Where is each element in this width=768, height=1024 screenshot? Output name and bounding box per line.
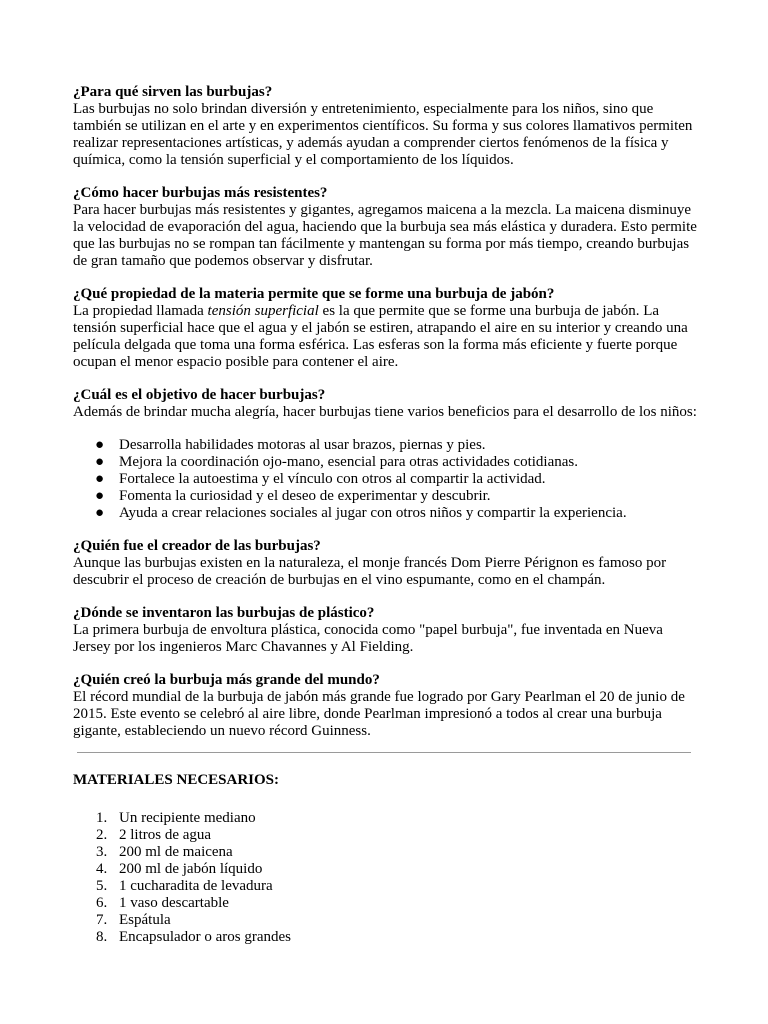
bullet-icon: ●	[95, 454, 105, 470]
materials-heading: MATERIALES NECESARIOS:	[73, 772, 280, 788]
section-paragraph: El récord mundial de la burbuja de jabón más grande fue logrado por Gary Pearlman el 20 de junio de 2015. Este evento se celebró al aire libre, donde Pearlman impresionó a todos al crear una burbuja gigante, estableciendo un nuevo récord Guinness.	[73, 689, 685, 739]
list-item	[73, 454, 698, 471]
list-item-text: 2 litros de agua	[119, 827, 212, 843]
section-heading: ¿Cómo hacer burbujas más resistentes?	[73, 185, 328, 201]
list-number: 6.	[96, 895, 108, 911]
list-item-text: Un recipiente mediano	[119, 810, 256, 826]
list-item	[73, 861, 698, 878]
list-number: 5.	[96, 878, 108, 894]
section-heading: ¿Dónde se inventaron las burbujas de plástico?	[73, 605, 375, 621]
section-paragraph: Aunque las burbujas existen en la naturaleza, el monje francés Dom Pierre Pérignon es famoso por descubrir el proceso de creación de burbujas en el vino espumante, como en el champán.	[73, 555, 667, 588]
section-record	[73, 672, 698, 740]
list-item	[73, 488, 698, 505]
list-item	[73, 810, 698, 827]
list-item	[73, 437, 698, 454]
benefits-list	[73, 437, 698, 522]
list-item-text: 1 cucharadita de levadura	[119, 878, 273, 894]
list-item	[73, 878, 698, 895]
emphasized-term: tensión superficial	[207, 303, 319, 319]
list-number: 7.	[96, 912, 108, 928]
section-paragraph: Para hacer burbujas más resistentes y gigantes, agregamos maicena a la mezcla. La maicena disminuye la velocidad de evaporación del agua, haciendo que la burbuja sea más elástica y duradera. Esto permite que las burbujas no se rompan tan fácilmente y mantengan su forma por más tiempo, creando burbujas de gran tamaño que podemos observar y disfrutar.	[73, 202, 697, 269]
paragraph-text-start: La propiedad llamada	[73, 303, 208, 319]
section-heading: ¿Qué propiedad de la materia permite que se forme una burbuja de jabón?	[73, 286, 555, 302]
section-heading: ¿Quién creó la burbuja más grande del mundo?	[73, 672, 380, 688]
bullet-icon: ●	[95, 505, 105, 521]
list-item	[73, 844, 698, 861]
section-paragraph	[73, 303, 698, 371]
paragraph-text-end: es la que permite que se forme una burbuja de jabón. La tensión superficial hace que el agua y el jabón se estiren, atrapando el aire en su interior y creando una película delgada que toma una forma esférica. Las esferas son la forma más eficiente y fuerte porque ocupan el menor espacio posible para contener el aire.	[73, 303, 688, 370]
list-number: 1.	[96, 810, 108, 826]
list-number: 3.	[96, 844, 108, 860]
list-item-text: 200 ml de maicena	[119, 844, 233, 860]
section-heading: ¿Para qué sirven las burbujas?	[73, 84, 273, 100]
list-item-text: Fortalece la autoestima y el vínculo con otros al compartir la actividad.	[119, 471, 546, 487]
section-plastico	[73, 605, 698, 656]
section-como-hacer	[73, 185, 698, 270]
section-para-que-sirven	[73, 84, 698, 169]
list-number: 4.	[96, 861, 108, 877]
list-item-text: Mejora la coordinación ojo-mano, esencial para otras actividades cotidianas.	[119, 454, 578, 470]
list-item-text: Desarrolla habilidades motoras al usar brazos, piernas y pies.	[119, 437, 486, 453]
list-item	[73, 827, 698, 844]
list-item-text: Ayuda a crear relaciones sociales al jugar con otros niños y compartir la experiencia.	[119, 505, 627, 521]
list-item	[73, 505, 698, 522]
list-item-text: Fomenta la curiosidad y el deseo de experimentar y descubrir.	[119, 488, 491, 504]
horizontal-divider	[77, 752, 691, 753]
section-heading: ¿Quién fue el creador de las burbujas?	[73, 538, 321, 554]
section-paragraph: Además de brindar mucha alegría, hacer burbujas tiene varios beneficios para el desarrollo de los niños:	[73, 404, 697, 420]
section-heading: ¿Cuál es el objetivo de hacer burbujas?	[73, 387, 326, 403]
section-propiedad	[73, 286, 698, 371]
section-objetivo	[73, 387, 698, 522]
bullet-icon: ●	[95, 488, 105, 504]
section-paragraph: Las burbujas no solo brindan diversión y entretenimiento, especialmente para los niños, sino que también se utilizan en el arte y en experimentos científicos. Su forma y sus colores llamativos permiten realizar representaciones artísticas, y además ayudan a comprender ciertos fenómenos de la física y química, como la tensión superficial y el comportamiento de los líquidos.	[73, 101, 693, 168]
list-item	[73, 912, 698, 929]
list-item	[73, 895, 698, 912]
list-item-text: Encapsulador o aros grandes	[119, 929, 292, 945]
bullet-icon: ●	[95, 471, 105, 487]
list-number: 2.	[96, 827, 108, 843]
list-number: 8.	[96, 929, 108, 945]
bullet-icon: ●	[95, 437, 105, 453]
list-item	[73, 929, 698, 946]
list-item-text: 200 ml de jabón líquido	[119, 861, 263, 877]
list-item-text: Espátula	[119, 912, 171, 928]
list-item-text: 1 vaso descartable	[119, 895, 229, 911]
list-item	[73, 471, 698, 488]
section-paragraph: La primera burbuja de envoltura plástica, conocida como "papel burbuja", fue inventada en Nueva Jersey por los ingenieros Marc Chavannes y Al Fielding.	[73, 622, 663, 655]
materials-list	[73, 810, 698, 946]
document-page	[73, 84, 698, 946]
section-creador	[73, 538, 698, 589]
